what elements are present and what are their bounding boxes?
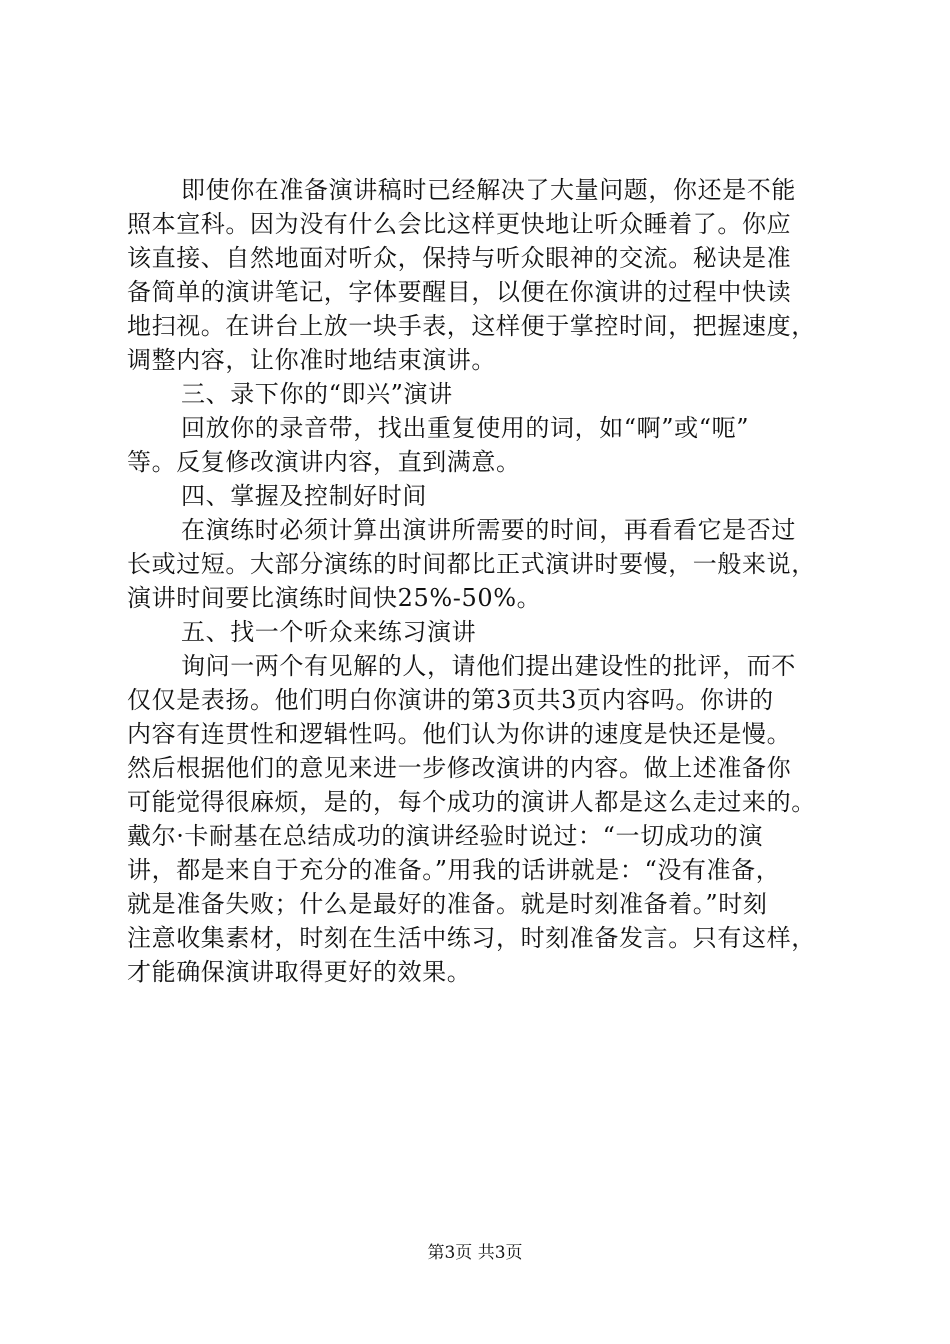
text-line: 地扫视。在讲台上放一块手表，这样便于掌控时间，把握速度， — [127, 312, 816, 340]
text-line: 注意收集素材，时刻在生活中练习，时刻准备发言。只有这样， — [127, 924, 816, 952]
text-line: 回放你的录音带，找出重复使用的词，如“啊”或“呃” — [181, 414, 750, 442]
text-line: 内容有连贯性和逻辑性吗。他们认为你讲的速度是快还是慢。 — [127, 720, 792, 748]
text-line: 可能觉得很麻烦，是的，每个成功的演讲人都是这么走过来的。 — [127, 788, 816, 816]
text-line: 调整内容，让你准时地结束演讲。 — [127, 346, 496, 374]
text-line: 照本宣科。因为没有什么会比这样更快地让听众睡着了。你应 — [127, 210, 792, 238]
text-line: 等。反复修改演讲内容，直到满意。 — [127, 448, 521, 476]
text-line: 该直接、自然地面对听众，保持与听众眼神的交流。秘诀是准 — [127, 244, 792, 272]
text-line: 询问一两个有见解的人，请他们提出建设性的批评，而不 — [181, 652, 796, 680]
text-line: 备简单的演讲笔记，字体要醒目，以便在你演讲的过程中快读 — [127, 278, 792, 306]
page-footer — [0, 1242, 950, 1264]
text-line: 长或过短。大部分演练的时间都比正式演讲时要慢，一般来说， — [127, 550, 816, 578]
text-line: 然后根据他们的意见来进一步修改演讲的内容。做上述准备你 — [127, 754, 792, 782]
text-line: 即使你在准备演讲稿时已经解决了大量问题，你还是不能 — [181, 176, 796, 204]
text-line: 在演练时必须计算出演讲所需要的时间，再看看它是否过 — [181, 516, 796, 544]
text-line: 才能确保演讲取得更好的效果。 — [127, 958, 472, 986]
text-line: 演讲时间要比演练时间快25%-50%。 — [127, 584, 542, 612]
text-line: 戴尔·卡耐基在总结成功的演讲经验时说过：“一切成功的演 — [127, 822, 764, 850]
section-heading: 三、录下你的“即兴”演讲 — [181, 380, 453, 408]
document-body — [127, 173, 835, 989]
page-number-label: 第3页 共3页 — [427, 1243, 523, 1263]
text-line: 讲，都是来自于充分的准备。”用我的话讲就是：“没有准备， — [127, 856, 781, 884]
text-line: 就是准备失败；什么是最好的准备。就是时刻准备着。”时刻 — [127, 890, 768, 918]
text-line: 仅仅是表扬。他们明白你演讲的第3页共3页内容吗。你讲的 — [127, 686, 774, 714]
section-heading: 四、掌握及控制好时间 — [181, 482, 427, 510]
section-heading: 五、找一个听众来练习演讲 — [181, 618, 477, 646]
